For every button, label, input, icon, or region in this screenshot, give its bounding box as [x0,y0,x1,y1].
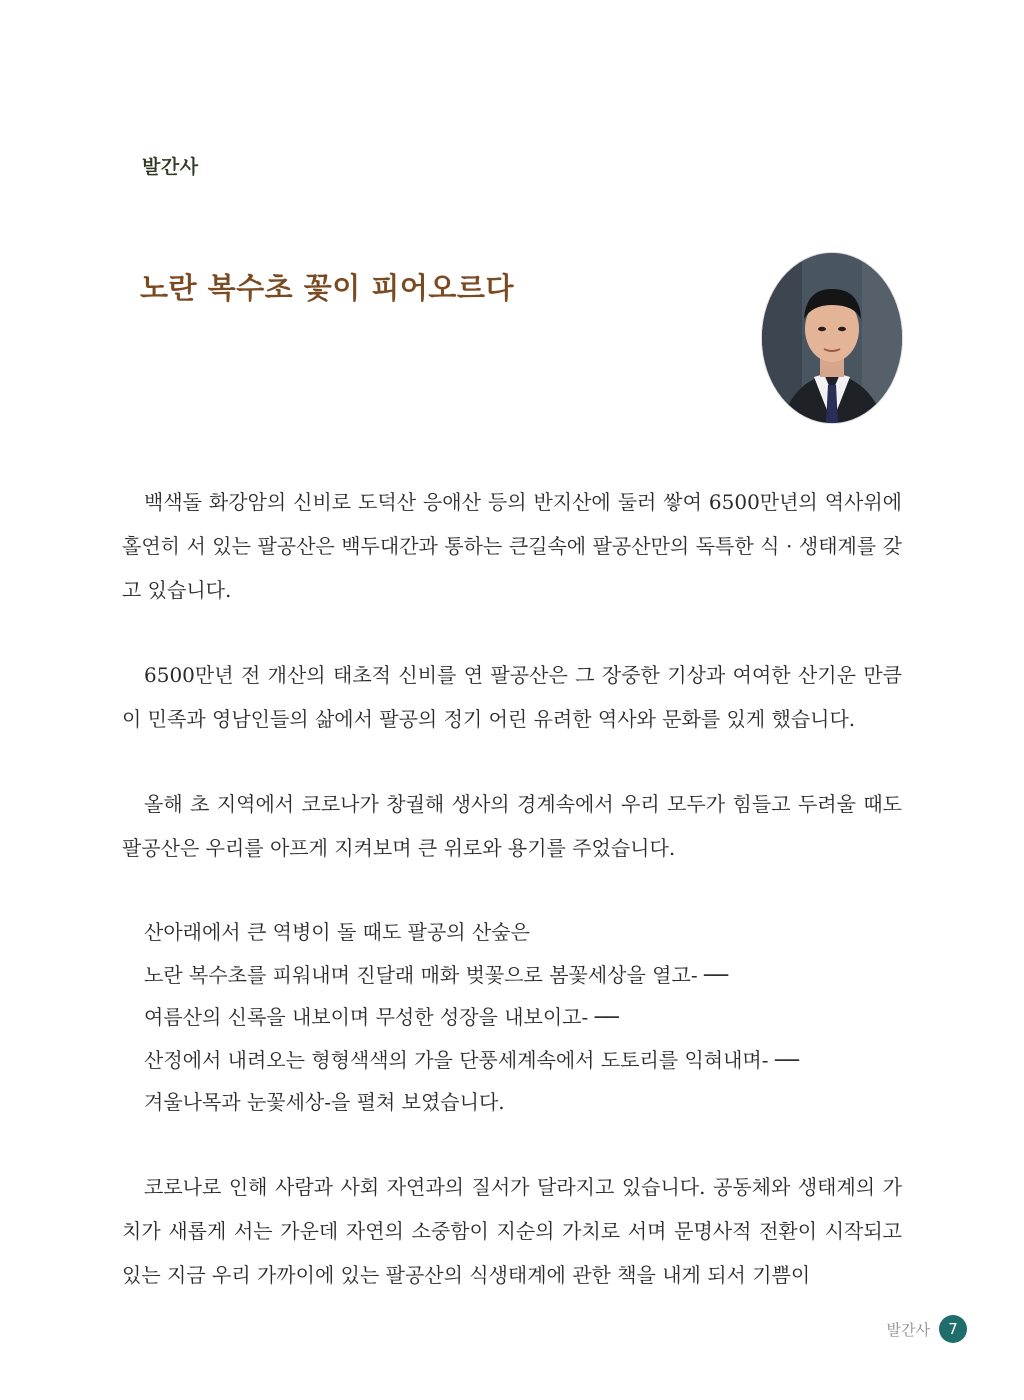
poem-line: 여름산의 신록을 내보이며 무성한 성장을 내보이고- ── [144,1005,619,1029]
poem-line: 노란 복수초를 피워내며 진달래 매화 벚꽃으로 봄꽃세상을 열고- ── [144,962,729,987]
footer-section-label: 발간사 [886,1320,930,1339]
paragraph: 6500만년 전 개산의 태초적 신비를 연 팔공산은 그 장중한 기상과 여여한 산기운 만큼이 민족과 영남인들의 삶에서 팔공의 정기 어린 유려한 역사와 문화를 있게 했습니다. [122,663,902,731]
portrait-illustration [762,253,902,423]
closing-paragraph: 코로나로 인해 사람과 사회 자연과의 질서가 달라지고 있습니다. 공동체와 생태계의 가치가 새롭게 서는 가운데 자연의 소중함이 지순의 가치로 서며 문명사적 전환이 시작되고 있는 지금 우리 가까이에 있는 팔공산의 식생태계에 관한 책을 내게 되서 기쁨이 [122,1174,902,1287]
page-footer [887,1315,967,1343]
body-content [122,480,902,1338]
poem-line: 겨울나목과 눈꽃세상-을 펼쳐 보였습니다. [144,1090,505,1114]
poem-line: 산정에서 내려오는 형형색색의 가을 단풍세계속에서 도토리를 익혀내며- ── [144,1047,799,1072]
section-label: 발간사 [142,156,199,178]
paragraph: 백색돌 화강암의 신비로 도덕산 응애산 등의 반지산에 둘러 쌓여 6500만년의 역사위에 홀연히 서 있는 팔공산은 백두대간과 통하는 큰길속에 팔공산만의 독특한 식 · 생태계를 갖고 있습니다. [122,490,902,602]
page-title: 노란 복수초 꽃이 피어오르다 [140,271,514,305]
poem-block [122,911,902,1124]
paragraph: 올해 초 지역에서 코로나가 창궐해 생사의 경계속에서 우리 모두가 힘들고 두려울 때도 팔공산은 우리를 아프게 지켜보며 큰 위로와 용기를 주었습니다. [122,792,902,860]
poem-line: 산아래에서 큰 역병이 돌 때도 팔공의 산숲은 [144,920,530,944]
page-number-badge: 7 [939,1315,967,1343]
author-portrait [762,253,902,423]
